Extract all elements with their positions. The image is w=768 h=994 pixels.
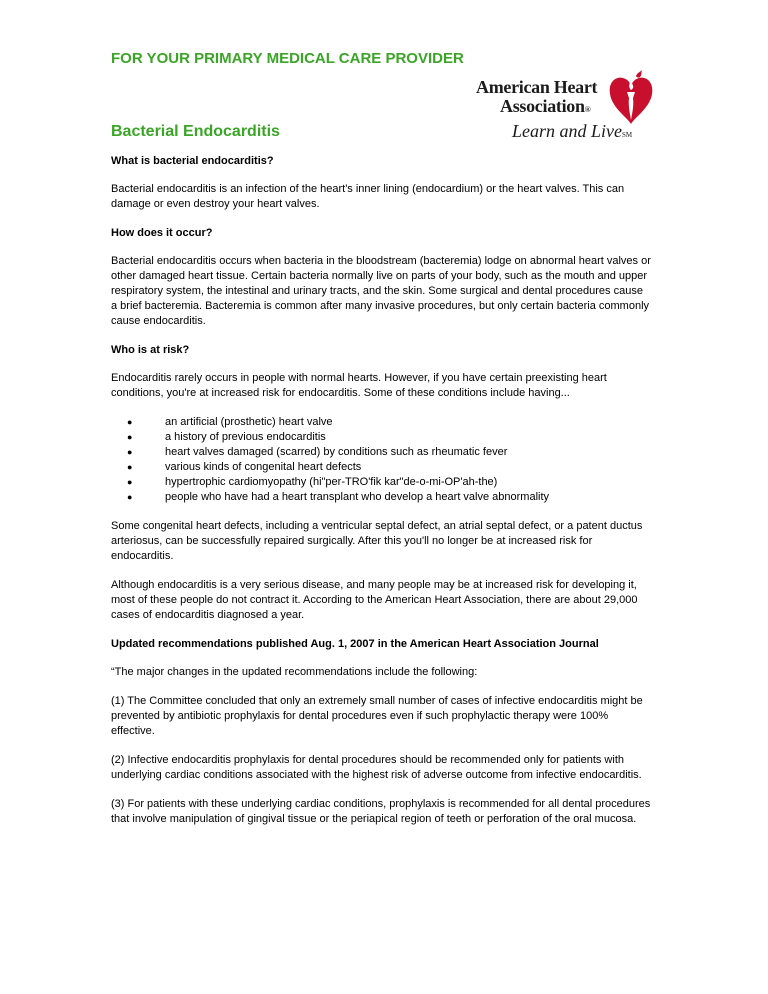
- heart-torch-icon: [606, 70, 656, 126]
- paragraph: Endocarditis rarely occurs in people with normal hearts. However, if you have certain preexisting heart conditions, you're at increased risk for endocarditis. Some of these conditions include having...: [111, 372, 607, 399]
- list-item: ● a history of previous endocarditis: [127, 431, 326, 443]
- section-heading: What is bacterial endocarditis?: [111, 155, 274, 167]
- paragraph: Although endocarditis is a very serious disease, and many people may be at increased risk for developing it, most of these people do not contract it. According to the American Heart Association, there are about 29,000 cases of endocarditis diagnosed a year.: [111, 579, 638, 621]
- list-item: ● heart valves damaged (scarred) by conditions such as rheumatic fever: [127, 446, 508, 458]
- list-item: ● people who have had a heart transplant who develop a heart valve abnormality: [127, 491, 550, 503]
- aha-logo: [470, 70, 660, 140]
- risk-conditions-list: [111, 415, 651, 505]
- bullet-icon: ●: [127, 492, 133, 502]
- list-item: ● various kinds of congenital heart defects: [127, 461, 362, 473]
- paragraph: (3) For patients with these underlying cardiac conditions, prophylaxis is recommended for all dental procedures that involve manipulation of gingival tissue or the periapical region of teeth or perforation of the oral mucosa.: [111, 798, 651, 825]
- bullet-icon: ●: [127, 417, 133, 427]
- paragraph: (2) Infective endocarditis prophylaxis for dental procedures should be recommended only for patients with underlying cardiac conditions associated with the highest risk of adverse outcome from infective endocarditis.: [111, 754, 642, 781]
- paragraph: Bacterial endocarditis occurs when bacteria in the bloodstream (bacteremia) lodge on abnormal heart valves or other damaged heart tissue. Certain bacteria normally live on parts of your body, such as the mouth and upper respiratory system, the intestinal and urinary tracts, and the skin. Some surgical and dental procedures cause a brief bacteremia. Bacteremia is common after many invasive procedures, but only certain bacteria commonly cause endocarditis.: [111, 255, 651, 327]
- document-title: Bacterial Endocarditis: [111, 123, 280, 140]
- paragraph: Some congenital heart defects, including a ventricular septal defect, an atrial septal defect, or a patent ductus arteriosus, can be successfully repaired surgically. After this you'll no longer be at increased risk for endocarditis.: [111, 520, 643, 562]
- logo-line-2: Association®: [500, 96, 591, 116]
- list-item: ● hypertrophic cardiomyopathy (hi"per-TRO'fik kar"de-o-mi-OP'ah-the): [127, 476, 498, 488]
- paragraph: Bacterial endocarditis is an infection of the heart's inner lining (endocardium) or the heart valves. This can damage or even destroy your heart valves.: [111, 183, 625, 210]
- list-item: ● an artificial (prosthetic) heart valve: [127, 416, 333, 428]
- bullet-icon: ●: [127, 447, 133, 457]
- section-heading: Updated recommendations published Aug. 1, 2007 in the American Heart Association Journal: [111, 638, 599, 650]
- bullet-icon: ●: [127, 432, 133, 442]
- bullet-icon: ●: [127, 477, 133, 487]
- document-body: [111, 154, 651, 841]
- section-heading: Who is at risk?: [111, 344, 190, 356]
- logo-line-1: American Heart: [476, 77, 598, 97]
- paragraph: (1) The Committee concluded that only an extremely small number of cases of infective endocarditis might be prevented by antibiotic prophylaxis for dental procedures even if such prophylactic therapy were 100% effective.: [111, 695, 643, 737]
- paragraph: “The major changes in the updated recommendations include the following:: [111, 666, 478, 678]
- bullet-icon: ●: [127, 462, 133, 472]
- section-heading: How does it occur?: [111, 227, 213, 239]
- header-title: FOR YOUR PRIMARY MEDICAL CARE PROVIDER: [111, 50, 464, 67]
- logo-tagline: Learn and LiveSM: [512, 121, 633, 141]
